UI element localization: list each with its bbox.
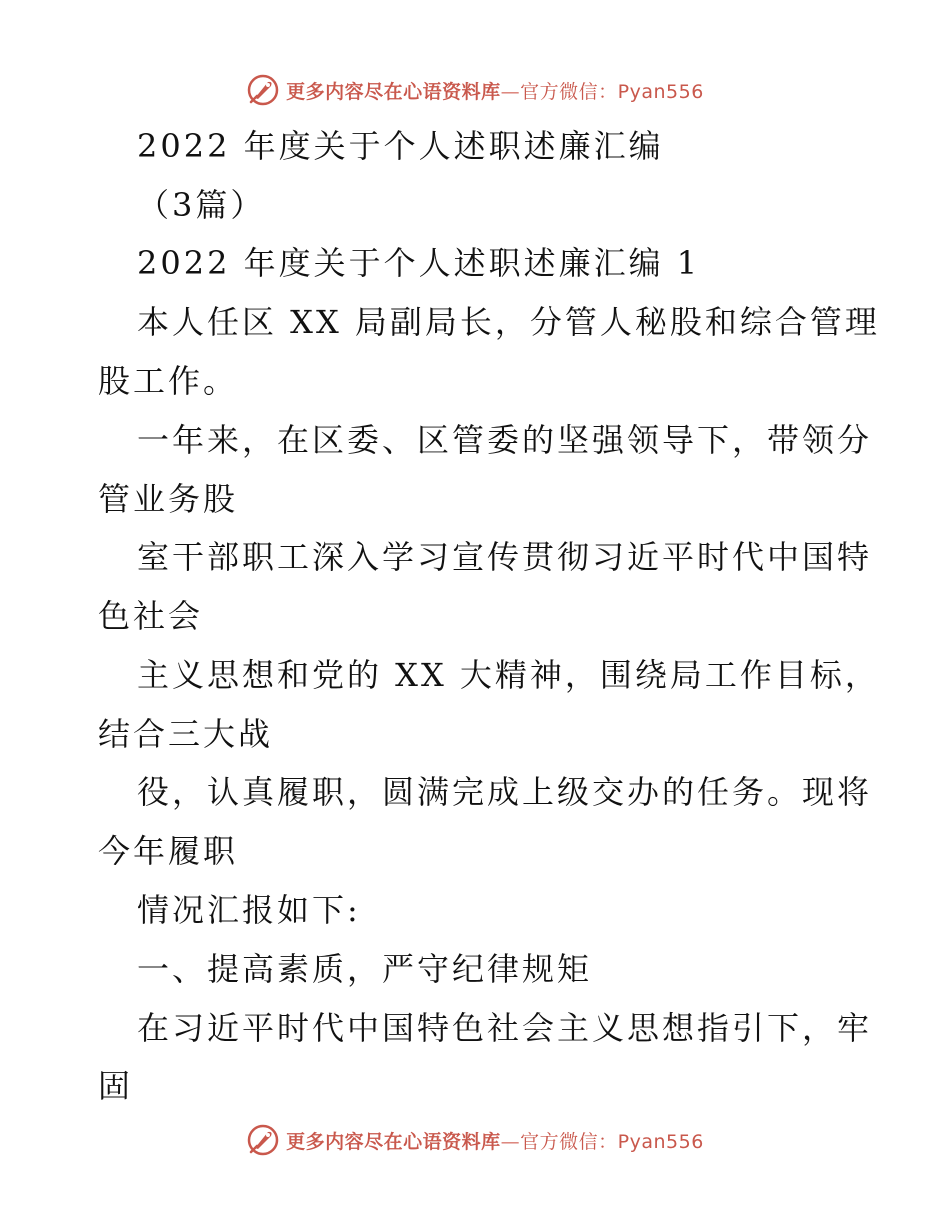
paragraph-line: 色社会 [98,597,204,635]
paragraph-line: 管业务股 [98,480,239,518]
paragraph-line: 室干部职工深入学习宣传贯彻习近平时代中国特 [137,538,873,576]
paragraph-line: 今年履职 [98,832,239,870]
paragraph-line: 役，认真履职，圆满完成上级交办的任务。现将 [137,773,873,811]
paragraph-line: 股工作。 [98,362,239,400]
paragraph-line: 在习近平时代中国特色社会主义思想指引下，牢 [137,1009,873,1047]
paragraph-line: 情况汇报如下: [137,891,361,929]
paragraph-line: 主义思想和党的 XX 大精神，围绕局工作目标， [137,656,880,694]
paragraph-line: 本人任区 XX 局副局长，分管人秘股和综合管理 [137,303,880,341]
document-title: 2022 年度关于个人述职述廉汇编 [137,127,664,165]
quill-pen-circle-icon [246,1123,280,1157]
paragraph-line: 固 [98,1067,134,1105]
watermark-text: 更多内容尽在心语资料库—官方微信：Pyan556 [286,1130,704,1153]
document-subtitle: （3篇） [137,186,266,224]
paragraph-line: 一年来，在区委、区管委的坚强领导下，带领分 [137,421,873,459]
section-heading-1: 一、提高素质，严守纪律规矩 [137,950,593,988]
watermark-text: 更多内容尽在心语资料库—官方微信：Pyan556 [286,80,704,103]
watermark-banner-bottom [0,1120,950,1160]
section-heading: 2022 年度关于个人述职述廉汇编 1 [137,244,701,282]
paragraph-line: 结合三大战 [98,715,274,753]
